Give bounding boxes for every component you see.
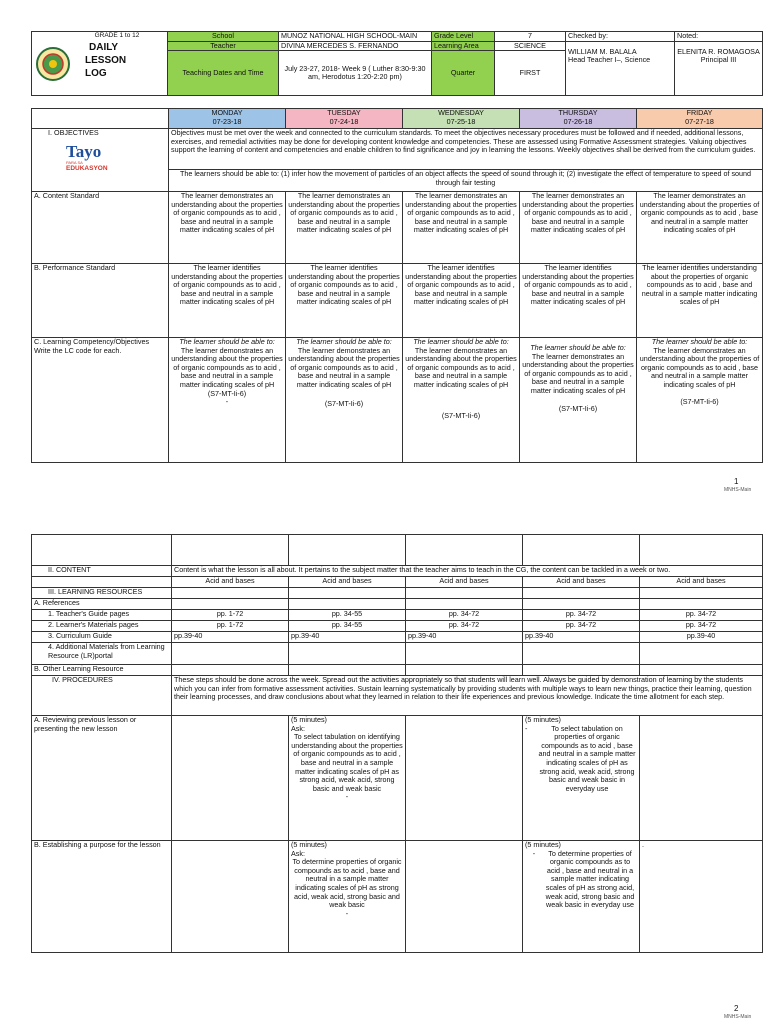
- performance-tuesday: The learner identifies understanding about the properties of organic compounds as to acid , base and neutral in a sample matter indicating scales of pH: [286, 264, 403, 338]
- blank-cell: [640, 643, 763, 665]
- objectives-label-cell: [32, 129, 169, 192]
- blank-cell: [289, 643, 406, 665]
- quarter-label: Quarter: [432, 51, 495, 96]
- procedures-label: IV. PROCEDURES: [32, 676, 172, 716]
- purpose-tuesday: (5 minutes) Ask: To determine properties of organic compounds as to acid , base and neutral in a sample matter indicating scales of pH as strong acid, weak acid, strong basic and weak basic -: [289, 841, 406, 953]
- performance-standard-label: B. Performance Standard: [32, 264, 169, 338]
- noter-title: Principal III: [700, 55, 737, 65]
- lm-friday: pp. 34-72: [640, 621, 763, 632]
- learning-resources-label: III. LEARNING RESOURCES: [32, 588, 172, 599]
- lm-monday: pp. 1-72: [172, 621, 289, 632]
- review-tuesday: (5 minutes) Ask: To select tabulation on identifying understanding about the properties of organic compounds as to acid , base and neutral in a sample matter indicating scales of pH as strong acid, weak acid, strong basic and weak basic -: [289, 716, 406, 841]
- competency-tuesday: The learner should be able to: The learner demonstrates an understanding about the properties of organic compounds as to acid , base and neutral in a sample matter indicating scales of pH (S7-MT-Ii-6): [286, 338, 403, 463]
- dates-label: Teaching Dates and Time: [168, 51, 279, 96]
- performance-thursday: The learner identifies understanding about the properties of organic compounds as to acid , base and neutral in a sample matter indicating scales of pH: [520, 264, 637, 338]
- content-thursday: Acid and bases: [523, 577, 640, 588]
- reviewing-label: A. Reviewing previous lesson or presenting the new lesson: [32, 716, 172, 841]
- content-standard-thursday: The learner demonstrates an understanding about the properties of organic compounds as to acid , base and neutral in a sample matter indicating scales of pH: [520, 192, 637, 264]
- performance-friday: The learner identifies understanding about the properties of organic compounds as to acid , base and neutral in a sample matter indicating scales of pH: [637, 264, 763, 338]
- blank-cell: [406, 665, 523, 676]
- cg-thursday: pp.39-40: [523, 632, 640, 643]
- learning-area-value: SCIENCE: [495, 41, 566, 51]
- purpose-label: B. Establishing a purpose for the lesson: [32, 841, 172, 953]
- blank-cell: [172, 535, 289, 566]
- school-logo-cell: [32, 32, 168, 96]
- blank-cell: [640, 599, 763, 610]
- blank-cell: [289, 535, 406, 566]
- content-description: Content is what the lesson is all about. It pertains to the subject matter that the teacher aims to teach in the CG, the content can be tackled in a week or two.: [172, 566, 763, 577]
- blank-cell: [640, 588, 763, 599]
- title-lesson: LESSON: [85, 55, 127, 66]
- competency-friday: The learner should be able to: The learner demonstrates an understanding about the properties of organic compounds as to acid , base and neutral in a sample matter indicating scales of pH (S7-MT-Ii-6): [637, 338, 763, 463]
- review-wednesday: [406, 716, 523, 841]
- additional-materials-label: 4. Additional Materials from Learning Resource (LR)portal: [32, 643, 172, 665]
- purpose-thursday: (5 minutes) - To determine properties of organic compounds as to acid , base and neutral in a sample matter indicating scales of pH as strong acid, weak acid, strong basic and weak basic in everyday use: [523, 841, 640, 953]
- cg-wednesday: pp.39-40: [406, 632, 523, 643]
- content-standard-wednesday: The learner demonstrates an understanding about the properties of organic compounds as to acid , base and neutral in a sample matter indicating scales of pH: [403, 192, 520, 264]
- checker-name: WILLIAM M. BALALA: [568, 46, 637, 56]
- content-label: II. CONTENT: [32, 566, 172, 577]
- cg-monday: pp.39-40: [172, 632, 289, 643]
- blank-cell: [289, 599, 406, 610]
- lesson-log-header: [31, 31, 762, 94]
- blank-cell: [289, 665, 406, 676]
- teacher-label: Teacher: [168, 41, 279, 51]
- blank-cell: [172, 588, 289, 599]
- blank-cell: [523, 665, 640, 676]
- school-value: MUNOZ NATIONAL HIGH SCHOOL-MAIN: [279, 32, 432, 42]
- blank-cell: [172, 643, 289, 665]
- blank-cell: [289, 588, 406, 599]
- blank-cell: [32, 535, 172, 566]
- day-header-thursday: THURSDAY 07-26-18: [520, 109, 637, 129]
- competency-monday: The learner should be able to: The learner demonstrates an understanding about the properties of organic compounds as to acid , base and neutral in a sample matter indicating scales of pH (S7-MT-Ii-6) -: [169, 338, 286, 463]
- lm-wednesday: pp. 34-72: [406, 621, 523, 632]
- performance-monday: The learner identifies understanding about the properties of organic compounds as to acid , base and neutral in a sample matter indicating scales of pH: [169, 264, 286, 338]
- objectives-description: Objectives must be met over the week and connected to the curriculum standards. To meet the objectives necessary procedures must be followed and if needed, additional lessons, exercises, and remedial activities may be done for developing content knowledge and competencies. These are assessed using Formative Assessment strategies. Valuing objectives support the learning of content and competencies and enable children to find significance and joy in learning the lessons. Weekly objectives shall be derived from the curriculum guides.: [169, 129, 763, 170]
- lm-thursday: pp. 34-72: [523, 621, 640, 632]
- content-standard-tuesday: The learner demonstrates an understanding about the properties of organic compounds as to acid , base and neutral in a sample matter indicating scales of pH: [286, 192, 403, 264]
- tayo-logo: Tayo PARA SA EDUKASYON: [66, 142, 108, 172]
- teachers-guide-label: 1. Teacher's Guide pages: [32, 610, 172, 621]
- purpose-wednesday: [406, 841, 523, 953]
- content-standard-monday: The learner demonstrates an understanding about the properties of organic compounds as to acid , base and neutral in a sample matter indicating scales of pH: [169, 192, 286, 264]
- purpose-monday: [172, 841, 289, 953]
- checker-title: Head Teacher I–, Science: [568, 55, 651, 65]
- noter-cell: [675, 41, 763, 96]
- blank-cell: [523, 643, 640, 665]
- blank-cell: [32, 577, 172, 588]
- purpose-friday: .: [640, 841, 763, 953]
- review-thursday: (5 minutes) - To select tabulation on properties of organic compounds as to acid , base and neutral in a sample matter indicating scales of pH as strong acid, weak acid, strong basic and weak basic in everyday use: [523, 716, 640, 841]
- competency-label: C. Learning Competency/Objectives Write the LC code for each.: [32, 338, 169, 463]
- content-standard-label: A. Content Standard: [32, 192, 169, 264]
- blank-header-cell: [32, 109, 169, 129]
- blank-cell: [406, 599, 523, 610]
- tg-monday: pp. 1-72: [172, 610, 289, 621]
- blank-cell: [406, 535, 523, 566]
- learners-objective: The learners should be able to: (1) infer how the movement of particles of an object affects the speed of sound through it; (2) investigate the effect of temperature to speed of sound through fair testing: [169, 170, 763, 192]
- school-label: School: [168, 32, 279, 42]
- blank-cell: [172, 665, 289, 676]
- blank-cell: [523, 599, 640, 610]
- day-header-tuesday: TUESDAY 07-24-18: [286, 109, 403, 129]
- title-log: LOG: [85, 68, 107, 79]
- content-friday: Acid and bases: [640, 577, 763, 588]
- objectives-table: [31, 108, 762, 463]
- noter-name: ELENITA R. ROMAGOSA: [677, 46, 760, 56]
- tg-friday: pp. 34-72: [640, 610, 763, 621]
- noted-label: Noted:: [675, 32, 763, 42]
- objectives-label: I. OBJECTIVES: [48, 128, 99, 137]
- day-header-friday: FRIDAY 07-27-18: [637, 109, 763, 129]
- checked-by-label: Checked by:: [566, 32, 675, 42]
- dates-value: July 23-27, 2018- Week 9 ( Luther 8:30-9:30 am, Herodotus 1:20-2:20 pm): [279, 51, 432, 96]
- page-number-2: 2: [734, 1004, 739, 1013]
- learning-area-label: Learning Area: [432, 41, 495, 51]
- blank-cell: [640, 535, 763, 566]
- page-footer-2: MNHS-Main: [724, 1014, 752, 1020]
- content-tuesday: Acid and bases: [289, 577, 406, 588]
- procedures-description: These steps should be done across the week. Spread out the activities appropriately so that students will learn well. Always be guided by demonstration of learning by the students which you can infer from formative assessment activities. Sustain learning systematically by providing students with multiple ways to learn new things, practice their learning, question their learning processes, and draw conclusions about what they learned in relation to their life experiences and previous knowledge. Indicate the time allotment for each step.: [172, 676, 763, 716]
- other-resources-label: B. Other Learning Resource: [32, 665, 172, 676]
- competency-wednesday: The learner should be able to: The learner demonstrates an understanding about the properties of organic compounds as to acid , base and neutral in a sample matter indicating scales of pH (S7-MT-Ii-6): [403, 338, 520, 463]
- checker-cell: [566, 41, 675, 96]
- grade-level-label: Grade Level: [432, 32, 495, 42]
- title-daily: DAILY: [89, 42, 119, 53]
- content-wednesday: Acid and bases: [406, 577, 523, 588]
- tg-tuesday: pp. 34-55: [289, 610, 406, 621]
- tg-wednesday: pp. 34-72: [406, 610, 523, 621]
- curriculum-guide-label: 3. Curriculum Guide: [32, 632, 172, 643]
- competency-thursday: The learner should be able to: The learner demonstrates an understanding about the properties of organic compounds as to acid , base and neutral in a sample matter indicating scales of pH (S7-MT-Ii-6): [520, 338, 637, 463]
- cg-tuesday: pp.39-40: [289, 632, 406, 643]
- lm-tuesday: pp. 34-55: [289, 621, 406, 632]
- performance-wednesday: The learner identifies understanding about the properties of organic compounds as to acid , base and neutral in a sample matter indicating scales of pH: [403, 264, 520, 338]
- blank-cell: [406, 643, 523, 665]
- review-monday: [172, 716, 289, 841]
- page-number-1: 1: [734, 477, 739, 486]
- day-header-wednesday: WEDNESDAY 07-25-18: [403, 109, 520, 129]
- quarter-value: FIRST: [495, 51, 566, 96]
- grade-range: GRADE 1 to 12: [94, 32, 140, 39]
- school-seal-icon: [36, 47, 70, 81]
- blank-cell: [523, 535, 640, 566]
- tg-thursday: pp. 34-72: [523, 610, 640, 621]
- blank-cell: [172, 599, 289, 610]
- references-label: A. References: [32, 599, 172, 610]
- day-header-monday: MONDAY 07-23-18: [169, 109, 286, 129]
- content-standard-friday: The learner demonstrates an understanding about the properties of organic compounds as to acid , base and neutral in a sample matter indicating scales of pH: [637, 192, 763, 264]
- content-procedures-table: [31, 534, 762, 953]
- cg-friday: pp.39-40: [640, 632, 763, 643]
- review-friday: [640, 716, 763, 841]
- grade-level-value: 7: [495, 32, 566, 42]
- blank-cell: [406, 588, 523, 599]
- learners-materials-label: 2. Learner's Materials pages: [32, 621, 172, 632]
- page-footer-1: MNHS-Main: [724, 487, 752, 493]
- teacher-value: DIVINA MERCEDES S. FERNANDO: [279, 41, 432, 51]
- content-monday: Acid and bases: [172, 577, 289, 588]
- blank-cell: [523, 588, 640, 599]
- blank-cell: [640, 665, 763, 676]
